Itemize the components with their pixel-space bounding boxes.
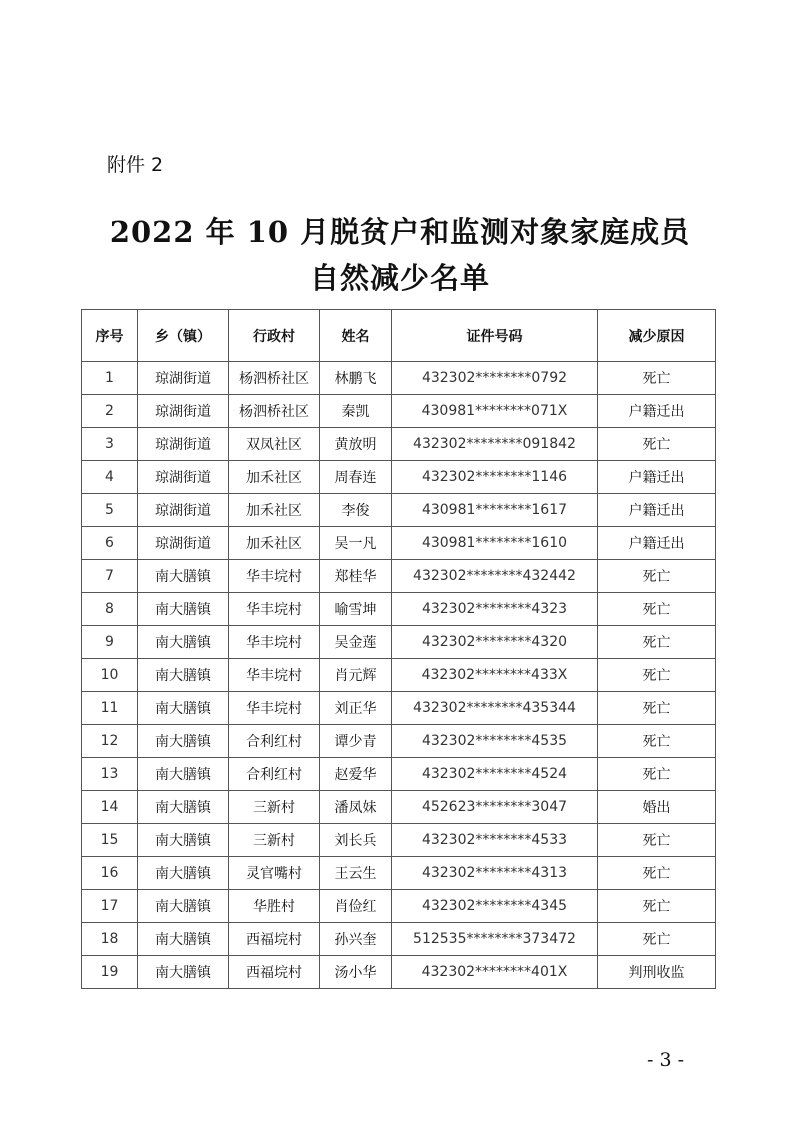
table-row — [82, 395, 716, 428]
table-row — [82, 824, 716, 857]
cell-reason: 婚出 — [598, 791, 716, 824]
cell-village: 华丰垸村 — [229, 560, 320, 593]
cell-name: 孙兴奎 — [320, 923, 392, 956]
cell-village: 杨泗桥社区 — [229, 395, 320, 428]
cell-township: 南大膳镇 — [138, 857, 229, 890]
cell-index: 7 — [82, 560, 138, 593]
cell-id-number: 432302********435344 — [392, 692, 598, 725]
attachment-label: 附件 2 — [107, 154, 164, 176]
cell-index: 11 — [82, 692, 138, 725]
cell-township: 南大膳镇 — [138, 659, 229, 692]
cell-township: 南大膳镇 — [138, 560, 229, 593]
cell-name: 李俊 — [320, 494, 392, 527]
table-row — [82, 593, 716, 626]
cell-township: 南大膳镇 — [138, 593, 229, 626]
table-row — [82, 626, 716, 659]
cell-name: 喻雪坤 — [320, 593, 392, 626]
cell-reason: 死亡 — [598, 758, 716, 791]
cell-township: 琼湖街道 — [138, 428, 229, 461]
cell-id-number: 432302********4533 — [392, 824, 598, 857]
cell-id-number: 432302********4524 — [392, 758, 598, 791]
cell-index: 19 — [82, 956, 138, 989]
cell-village: 加禾社区 — [229, 461, 320, 494]
cell-name: 刘长兵 — [320, 824, 392, 857]
cell-index: 3 — [82, 428, 138, 461]
cell-reason: 死亡 — [598, 593, 716, 626]
cell-township: 琼湖街道 — [138, 395, 229, 428]
cell-reason: 死亡 — [598, 692, 716, 725]
cell-village: 双凤社区 — [229, 428, 320, 461]
cell-reason: 死亡 — [598, 890, 716, 923]
cell-index: 9 — [82, 626, 138, 659]
cell-id-number: 512535********373472 — [392, 923, 598, 956]
cell-name: 吴金莲 — [320, 626, 392, 659]
cell-id-number: 452623********3047 — [392, 791, 598, 824]
cell-village: 华胜村 — [229, 890, 320, 923]
cell-reason: 死亡 — [598, 725, 716, 758]
cell-township: 南大膳镇 — [138, 626, 229, 659]
cell-name: 王云生 — [320, 857, 392, 890]
table-row — [82, 758, 716, 791]
cell-village: 华丰垸村 — [229, 626, 320, 659]
cell-name: 吴一凡 — [320, 527, 392, 560]
cell-village: 西福垸村 — [229, 923, 320, 956]
cell-reason: 户籍迁出 — [598, 395, 716, 428]
page-number: - 3 - — [647, 1049, 685, 1071]
cell-reason: 死亡 — [598, 626, 716, 659]
cell-township: 南大膳镇 — [138, 725, 229, 758]
cell-id-number: 432302********4535 — [392, 725, 598, 758]
cell-index: 6 — [82, 527, 138, 560]
cell-village: 华丰垸村 — [229, 593, 320, 626]
cell-village: 三新村 — [229, 824, 320, 857]
cell-name: 肖元辉 — [320, 659, 392, 692]
document-title-line-1: 2022 年 10 月脱贫户和监测对象家庭成员 — [109, 215, 691, 249]
cell-id-number: 432302********433X — [392, 659, 598, 692]
cell-village: 西福垸村 — [229, 956, 320, 989]
header-id-number: 证件号码 — [392, 310, 598, 362]
header-reason: 减少原因 — [598, 310, 716, 362]
cell-name: 赵爱华 — [320, 758, 392, 791]
cell-township: 南大膳镇 — [138, 956, 229, 989]
header-township: 乡（镇） — [138, 310, 229, 362]
header-index: 序号 — [82, 310, 138, 362]
cell-village: 合利红村 — [229, 725, 320, 758]
cell-index: 16 — [82, 857, 138, 890]
cell-village: 加禾社区 — [229, 527, 320, 560]
cell-index: 14 — [82, 791, 138, 824]
table-body — [82, 362, 716, 989]
cell-township: 南大膳镇 — [138, 758, 229, 791]
cell-index: 17 — [82, 890, 138, 923]
cell-index: 8 — [82, 593, 138, 626]
header-name: 姓名 — [320, 310, 392, 362]
cell-name: 郑桂华 — [320, 560, 392, 593]
cell-id-number: 432302********091842 — [392, 428, 598, 461]
cell-index: 12 — [82, 725, 138, 758]
cell-id-number: 432302********4320 — [392, 626, 598, 659]
cell-name: 林鹏飞 — [320, 362, 392, 395]
cell-township: 琼湖街道 — [138, 527, 229, 560]
cell-township: 南大膳镇 — [138, 824, 229, 857]
header-village: 行政村 — [229, 310, 320, 362]
cell-id-number: 430981********1610 — [392, 527, 598, 560]
cell-id-number: 432302********401X — [392, 956, 598, 989]
cell-reason: 判刑收监 — [598, 956, 716, 989]
cell-village: 华丰垸村 — [229, 692, 320, 725]
cell-township: 南大膳镇 — [138, 923, 229, 956]
cell-village: 加禾社区 — [229, 494, 320, 527]
cell-name: 谭少青 — [320, 725, 392, 758]
cell-reason: 死亡 — [598, 659, 716, 692]
table-row — [82, 560, 716, 593]
cell-reason: 死亡 — [598, 428, 716, 461]
cell-township: 琼湖街道 — [138, 362, 229, 395]
cell-reason: 死亡 — [598, 923, 716, 956]
cell-township: 南大膳镇 — [138, 890, 229, 923]
cell-reason: 户籍迁出 — [598, 494, 716, 527]
cell-name: 秦凯 — [320, 395, 392, 428]
cell-name: 潘凤妹 — [320, 791, 392, 824]
reduction-roster-table — [81, 309, 716, 989]
table-header-row — [82, 310, 716, 362]
cell-index: 15 — [82, 824, 138, 857]
cell-id-number: 432302********0792 — [392, 362, 598, 395]
cell-reason: 死亡 — [598, 857, 716, 890]
cell-township: 琼湖街道 — [138, 494, 229, 527]
cell-name: 汤小华 — [320, 956, 392, 989]
cell-id-number: 430981********071X — [392, 395, 598, 428]
cell-index: 5 — [82, 494, 138, 527]
cell-name: 周春连 — [320, 461, 392, 494]
table-row — [82, 923, 716, 956]
cell-id-number: 432302********4345 — [392, 890, 598, 923]
table-row — [82, 494, 716, 527]
table-row — [82, 692, 716, 725]
cell-id-number: 432302********4323 — [392, 593, 598, 626]
cell-name: 黄放明 — [320, 428, 392, 461]
cell-index: 10 — [82, 659, 138, 692]
cell-id-number: 432302********4313 — [392, 857, 598, 890]
cell-id-number: 432302********432442 — [392, 560, 598, 593]
cell-reason: 户籍迁出 — [598, 527, 716, 560]
cell-reason: 死亡 — [598, 824, 716, 857]
cell-index: 18 — [82, 923, 138, 956]
table-row — [82, 461, 716, 494]
cell-village: 灵官嘴村 — [229, 857, 320, 890]
table-row — [82, 791, 716, 824]
cell-index: 4 — [82, 461, 138, 494]
table-row — [82, 890, 716, 923]
cell-index: 13 — [82, 758, 138, 791]
table-row — [82, 659, 716, 692]
table-row — [82, 956, 716, 989]
cell-index: 1 — [82, 362, 138, 395]
cell-township: 南大膳镇 — [138, 791, 229, 824]
cell-reason: 户籍迁出 — [598, 461, 716, 494]
document-title-line-2: 自然减少名单 — [309, 261, 490, 295]
table-row — [82, 362, 716, 395]
cell-village: 华丰垸村 — [229, 659, 320, 692]
cell-village: 三新村 — [229, 791, 320, 824]
cell-reason: 死亡 — [598, 560, 716, 593]
cell-village: 杨泗桥社区 — [229, 362, 320, 395]
cell-reason: 死亡 — [598, 362, 716, 395]
table-row — [82, 857, 716, 890]
cell-id-number: 430981********1617 — [392, 494, 598, 527]
cell-index: 2 — [82, 395, 138, 428]
cell-name: 刘正华 — [320, 692, 392, 725]
cell-township: 琼湖街道 — [138, 461, 229, 494]
table-row — [82, 428, 716, 461]
cell-name: 肖俭红 — [320, 890, 392, 923]
cell-id-number: 432302********1146 — [392, 461, 598, 494]
table-row — [82, 527, 716, 560]
cell-village: 合利红村 — [229, 758, 320, 791]
table-row — [82, 725, 716, 758]
cell-township: 南大膳镇 — [138, 692, 229, 725]
